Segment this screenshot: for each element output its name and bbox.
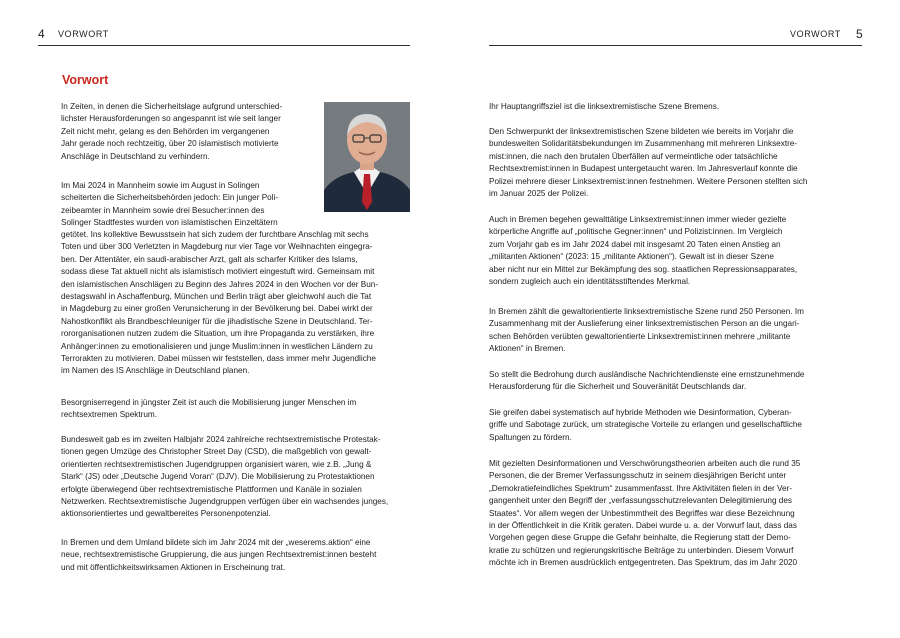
paragraph-bremen-attacks — [489, 214, 839, 288]
text-line: zum Vorjahr gab es im Jahr 2024 dabei mit insgesamt 20 Taten einen Anstieg an — [489, 239, 781, 249]
text-line: Auch in Bremen begehen gewalttätige Linksextremist:innen immer wieder gezielte — [489, 215, 787, 224]
text-line: Rechtsextremist:innen in Budapest untergetaucht waren. Im Jahresverlauf konnte die — [489, 164, 798, 174]
running-header-left: VORWORT — [58, 29, 109, 39]
text-line: schen Behörden verübten gewaltorientierte Linksextremist:innen mehrere „militante — [489, 331, 791, 341]
text-line: möchte ich in Bremen ausdrücklich entgegentreten. Das Spektrum, das im Jahr 2020 — [489, 558, 798, 568]
right-page — [450, 0, 900, 638]
text-line: sodass diese Tat aktuell nicht als islamistisch motiviert eingestuft wird. Gemeinsam mit — [61, 267, 375, 277]
text-line: Personen, die der Bremer Verfassungsschutz in seinem diesjährigen Bericht unter — [489, 471, 787, 481]
page-number-right: 5 — [856, 27, 863, 41]
text-line: So stellt die Bedrohung durch ausländische Nachrichtendienste eine ernstzunehmende — [489, 370, 805, 379]
text-line: orientierten rechtsextremistischen Jugendgruppen organisiert waren, wie z.B. „Jung & — [61, 459, 372, 469]
page-title: Vorwort — [62, 73, 109, 87]
text-line: Aktionen“ in Bremen. — [489, 344, 566, 354]
paragraph-disinformation — [489, 458, 839, 570]
text-line: aber nicht nur ein Mittel zur Bekämpfung des sog. staatlichen Repressionsapparates, — [489, 264, 798, 274]
paragraph-mobilisation — [61, 397, 411, 422]
text-line: Netzwerken. Rechtsextremistische Jugendgruppen verfügen über ein wachsendes junges, — [61, 497, 389, 507]
text-line: in Magdeburg zu einer großen Verunsicherung in der Bevölkerung bei. Dabei wirkt der — [61, 304, 373, 314]
text-line: körperliche Angriffe auf „politische Gegner:innen“ und Polizist:innen. Im Vergleich — [489, 227, 783, 237]
text-line: den islamistischen Anschlägen zu Beginn des Jahres 2024 in den Wochen vor der Bun- — [61, 279, 379, 289]
text-line: Zusammenhang mit der Auslieferung einer linksextremistischen Person an die ungari- — [489, 319, 800, 329]
text-line: Sie greifen dabei systematisch auf hybride Methoden wie Desinformation, Cyberan- — [489, 408, 792, 417]
paragraph-attacks-a — [61, 180, 313, 230]
text-line: getötet. Ins kollektive Bewusstsein hat sich zudem der furchtbare Anschlag mit sechs — [61, 230, 369, 239]
text-line: griffe und Sabotage zurück, um strategische Vorteile zu erlangen und gesellschaftliche — [489, 420, 802, 430]
text-line: Anschläge in Deutschland zu verhindern. — [61, 151, 210, 161]
text-line: mist:innen, die nach den brutalen Überfällen auf vermeintliche oder tatsächliche — [489, 151, 778, 161]
text-line: ben. Der Attentäter, ein saudi-arabischer Arzt, galt als scharfer Kritiker des Islams, — [61, 254, 358, 264]
text-line: Herausforderung für die Sicherheit und Souveränität Deutschlands dar. — [489, 382, 747, 392]
text-line: Terrorakten zu motivieren. Dabei müssen wir feststellen, dass immer mehr Jugendliche — [61, 354, 376, 364]
paragraph-left-scene — [489, 126, 839, 200]
text-line: Anhänger:innen zu emotionalisieren und junge Muslim:innen in westlichen Ländern zu — [61, 341, 373, 351]
text-line: in der Öffentlichkeit in die Kritik geraten. Dabei wurde u. a. der Vorwurf laut, dass das — [489, 521, 797, 531]
text-line: erfolgte überwiegend über rechtsextremistische Plattformen und Kanäle in sozialen — [61, 484, 362, 494]
text-line: Besorgniserregend in jüngster Zeit ist auch die Mobilisierung junger Menschen im — [61, 398, 357, 407]
paragraph-attacks-b — [61, 229, 411, 378]
text-line: In Zeiten, in denen die Sicherheitslage aufgrund unterschied- — [61, 102, 283, 111]
portrait-photo — [324, 102, 410, 212]
text-line: Staates“. Vor allem wegen der Unbestimmtheit des Begriffes war diese Bezeichnung — [489, 508, 795, 518]
text-line: im Januar 2025 der Polizei. — [489, 189, 589, 199]
text-line: Bundesweit gab es im zweiten Halbjahr 2024 zahlreiche rechtsextremistische Protestak- — [61, 435, 381, 444]
text-line: scheiterten die Sicherheitsbehörden jedoch: Ein junger Poli- — [61, 193, 279, 203]
text-line: lichster Herausforderungen so angespannt ist wie seit langer — [61, 114, 281, 124]
text-line: Mit gezielten Desinformationen und Verschwörungstheorien arbeiten auch die rund 35 — [489, 459, 801, 468]
paragraph-csd-protests — [61, 434, 411, 521]
text-line: Spaltungen zu fördern. — [489, 432, 572, 442]
text-line: In Bremen zählt die gewaltorientierte linksextremistische Szene rund 250 Personen. Im — [489, 307, 804, 316]
portrait-illustration — [324, 102, 410, 212]
text-line: zeibeamter in Mannheim sowie drei Besucher:innen des — [61, 205, 265, 215]
paragraph-foreign-services — [489, 369, 839, 394]
text-line: Vorgehen gegen diese Gruppe die Gefahr beinhalte, die Regierung statt der Demo- — [489, 533, 791, 543]
text-line: Solinger Stadtfestes wurden von islamistischen Einzeltätern — [61, 218, 278, 228]
text-line: Den Schwerpunkt der linksextremistischen Szene bildeten wie bereits im Vorjahr die — [489, 127, 794, 136]
text-line: „militanten Aktionen“ (2023: 15 „militante Aktionen“). Gewalt ist in dieser Szene — [489, 252, 774, 262]
text-line: bundesweiten Solidaritätsbekundungen im Zusammenhang mit mehreren Linksextre- — [489, 139, 798, 149]
text-line: und mit öffentlichkeitswirksamen Aktionen in Erscheinung trat. — [61, 562, 286, 572]
text-line: destagswahl in Aschaffenburg, München und Berlin trägt aber gleichwohl auch die Tat — [61, 292, 372, 302]
text-line: Toten und über 300 Verletzten in Magdeburg nur vier Tage vor Weihnachten eingegra- — [61, 242, 373, 252]
text-line: Zeit nicht mehr, gelang es den Behörden im vergangenen — [61, 126, 270, 136]
text-line: sondern zugleich auch ein identitätsstiftendes Merkmal. — [489, 277, 691, 287]
paragraph-weserems — [61, 537, 411, 574]
paragraph-bremen-count — [489, 306, 839, 356]
page-number-left: 4 — [38, 27, 45, 41]
text-line: rechtsextremen Spektrum. — [61, 410, 158, 420]
paragraph-hybrid-methods — [489, 407, 839, 444]
text-line: gangenheit unter den Begriff der „verfassungsschutzrelevanten Delegitimierung des — [489, 496, 792, 506]
header-rule-right — [489, 45, 862, 46]
text-line: tionen gegen Umzüge des Christopher Street Day (CSD), die maßgeblich von gewalt- — [61, 447, 372, 457]
text-line: Nahostkonflikt als Brandbeschleuniger für die jihadistische Szene in Deutschland. Ter- — [61, 316, 373, 326]
text-line: Stark“ (JS) oder „Deutsche Jugend Voran“ (DJV). Die Mobilisierung zu Protestaktionen — [61, 472, 375, 482]
text-line: aktionsorientiertes und gewaltbereites Personenpotenzial. — [61, 509, 271, 519]
text-line: kratie zu schützen und regierungskritische Beiträge zu unterbinden. Diesem Vorwurf — [489, 545, 794, 555]
text-line: Jahr gerade noch rechtzeitig, über 20 islamistisch motivierte — [61, 139, 279, 149]
text-line: Im Mai 2024 in Mannheim sowie im August in Solingen — [61, 181, 260, 190]
running-header-right: VORWORT — [790, 29, 841, 39]
text-line: rororganisationen nutzen zudem die Situation, um ihre Propaganda zu verstärken, ihre — [61, 329, 375, 339]
paragraph-target — [489, 101, 839, 113]
header-rule-left — [38, 45, 410, 46]
text-line: neue, rechtsextremistische Gruppierung, die aus jungen Rechtsextremist:innen besteht — [61, 550, 377, 560]
text-line: Polizei mehrere dieser Linksextremist:innen festnehmen. Weitere Personen stellten sich — [489, 176, 808, 186]
text-line: Ihr Hauptangriffsziel ist die linksextremistische Szene Bremens. — [489, 102, 720, 111]
paragraph-intro — [61, 101, 313, 163]
text-line: im Namen des IS Anschläge in Deutschland planen. — [61, 366, 250, 376]
text-line: In Bremen und dem Umland bildete sich im Jahr 2024 mit der „weserems.aktion“ eine — [61, 538, 371, 547]
text-line: „Demokratiefeindliches Spektrum“ zusammenfasst. Ihre Aktivitäten fielen in der Ver- — [489, 483, 793, 493]
